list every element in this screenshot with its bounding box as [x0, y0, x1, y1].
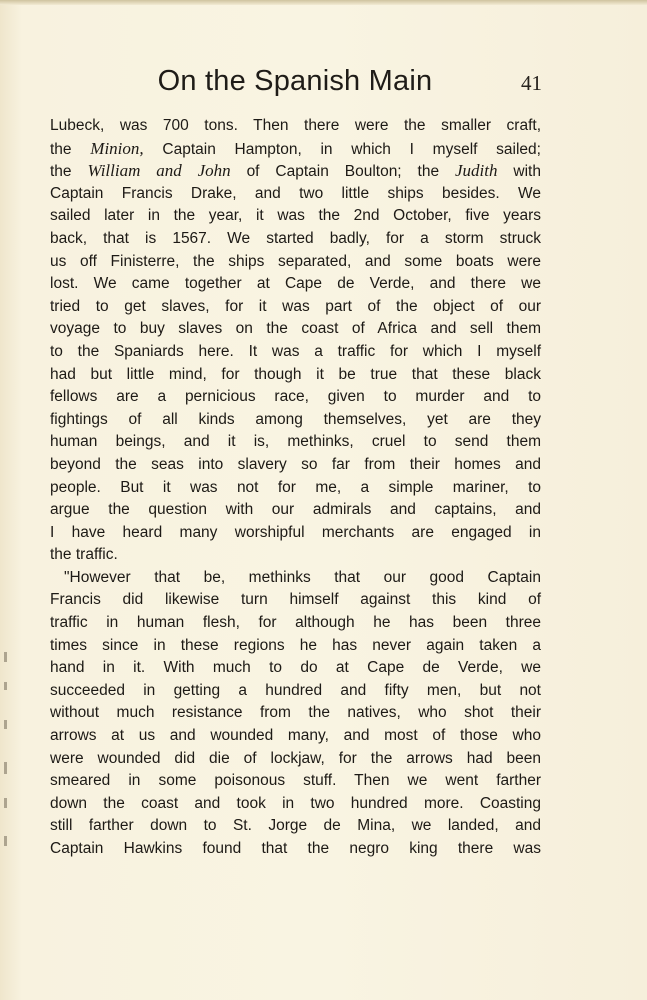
- text-line: [50, 138, 541, 161]
- text-line: had but little mind, for though it be true that these black: [50, 365, 541, 383]
- text-line: "However that be, methinks that our good Captain: [64, 568, 541, 586]
- text-line: down the coast and took in two hundred more. Coasting: [50, 794, 541, 812]
- text-line: Captain Hawkins found that the negro king there was: [50, 840, 541, 857]
- text-line: without much resistance from the natives, who shot their: [50, 704, 541, 722]
- page-number: 41: [521, 71, 542, 95]
- text-span: the: [50, 163, 72, 181]
- text-span: the: [50, 140, 72, 158]
- text-line: were wounded did die of lockjaw, for the arrows had been: [50, 749, 541, 767]
- text-line: smeared in some poisonous stuff. Then we went farther: [50, 772, 541, 790]
- text-line: traffic in human flesh, for although he has been three: [50, 614, 541, 632]
- text-span: of Captain Boulton; the: [246, 163, 440, 181]
- gutter-mark: [4, 836, 7, 846]
- text-span: with: [513, 163, 541, 181]
- gutter-mark: [4, 798, 7, 808]
- text-line: us off Finisterre, the ships separated, and some boats were: [50, 252, 541, 270]
- text-line: [50, 160, 541, 183]
- text-span: Captain Hampton, in which I myself sailed;: [162, 140, 541, 158]
- text-line: tried to get slaves, for it was part of the object of our: [50, 297, 541, 315]
- text-line: I have heard many worshipful merchants are engaged in: [50, 523, 541, 541]
- text-line: the traffic.: [50, 546, 118, 564]
- text-line: people. But it was not for me, a simple mariner, to: [50, 478, 541, 496]
- italic-ship-name: Minion,: [90, 138, 144, 158]
- body-text: [50, 115, 541, 865]
- running-header-title: On the Spanish Main: [157, 65, 433, 97]
- text-line: Lubeck, was 700 tons. Then there were the smaller craft,: [50, 117, 541, 134]
- text-line: times since in these regions he has never again taken a: [50, 636, 541, 654]
- text-line: Francis did likewise turn himself against this kind of: [50, 591, 541, 609]
- text-line: back, that is 1567. We started badly, for a storm struck: [50, 229, 541, 247]
- italic-ship-name: William and John: [87, 161, 231, 181]
- text-line: beyond the seas into slavery so far from their homes and: [50, 455, 541, 473]
- text-line: to the Spaniards here. It was a traffic for which I myself: [50, 342, 541, 360]
- text-line: fellows are a pernicious race, given to murder and to: [50, 388, 541, 406]
- text-line: argue the question with our admirals and captains, and: [50, 501, 541, 519]
- text-line: human beings, and it is, methinks, cruel to send them: [50, 433, 541, 451]
- text-line: arrows at us and wounded many, and most of those who: [50, 727, 541, 745]
- text-line: Captain Francis Drake, and two little ships besides. We: [50, 184, 541, 202]
- italic-ship-name: Judith: [455, 161, 498, 181]
- text-line: sailed later in the year, it was the 2nd October, five years: [50, 207, 541, 225]
- text-line: lost. We came together at Cape de Verde, and there we: [50, 275, 541, 293]
- text-line: fightings of all kinds among themselves, yet are they: [50, 410, 541, 428]
- text-line: still farther down to St. Jorge de Mina, we landed, and: [50, 817, 541, 835]
- gutter-mark: [4, 720, 7, 729]
- gutter-mark: [4, 762, 7, 774]
- text-line: hand in it. With much to do at Cape de Verde, we: [50, 659, 541, 677]
- gutter-bleedthrough-marks: [0, 640, 14, 870]
- text-line: succeeded in getting a hundred and fifty men, but not: [50, 681, 541, 699]
- page-top-edge-shadow: [0, 0, 647, 5]
- gutter-mark: [4, 652, 7, 662]
- gutter-mark: [4, 682, 7, 690]
- text-line: voyage to buy slaves on the coast of Africa and sell them: [50, 320, 541, 338]
